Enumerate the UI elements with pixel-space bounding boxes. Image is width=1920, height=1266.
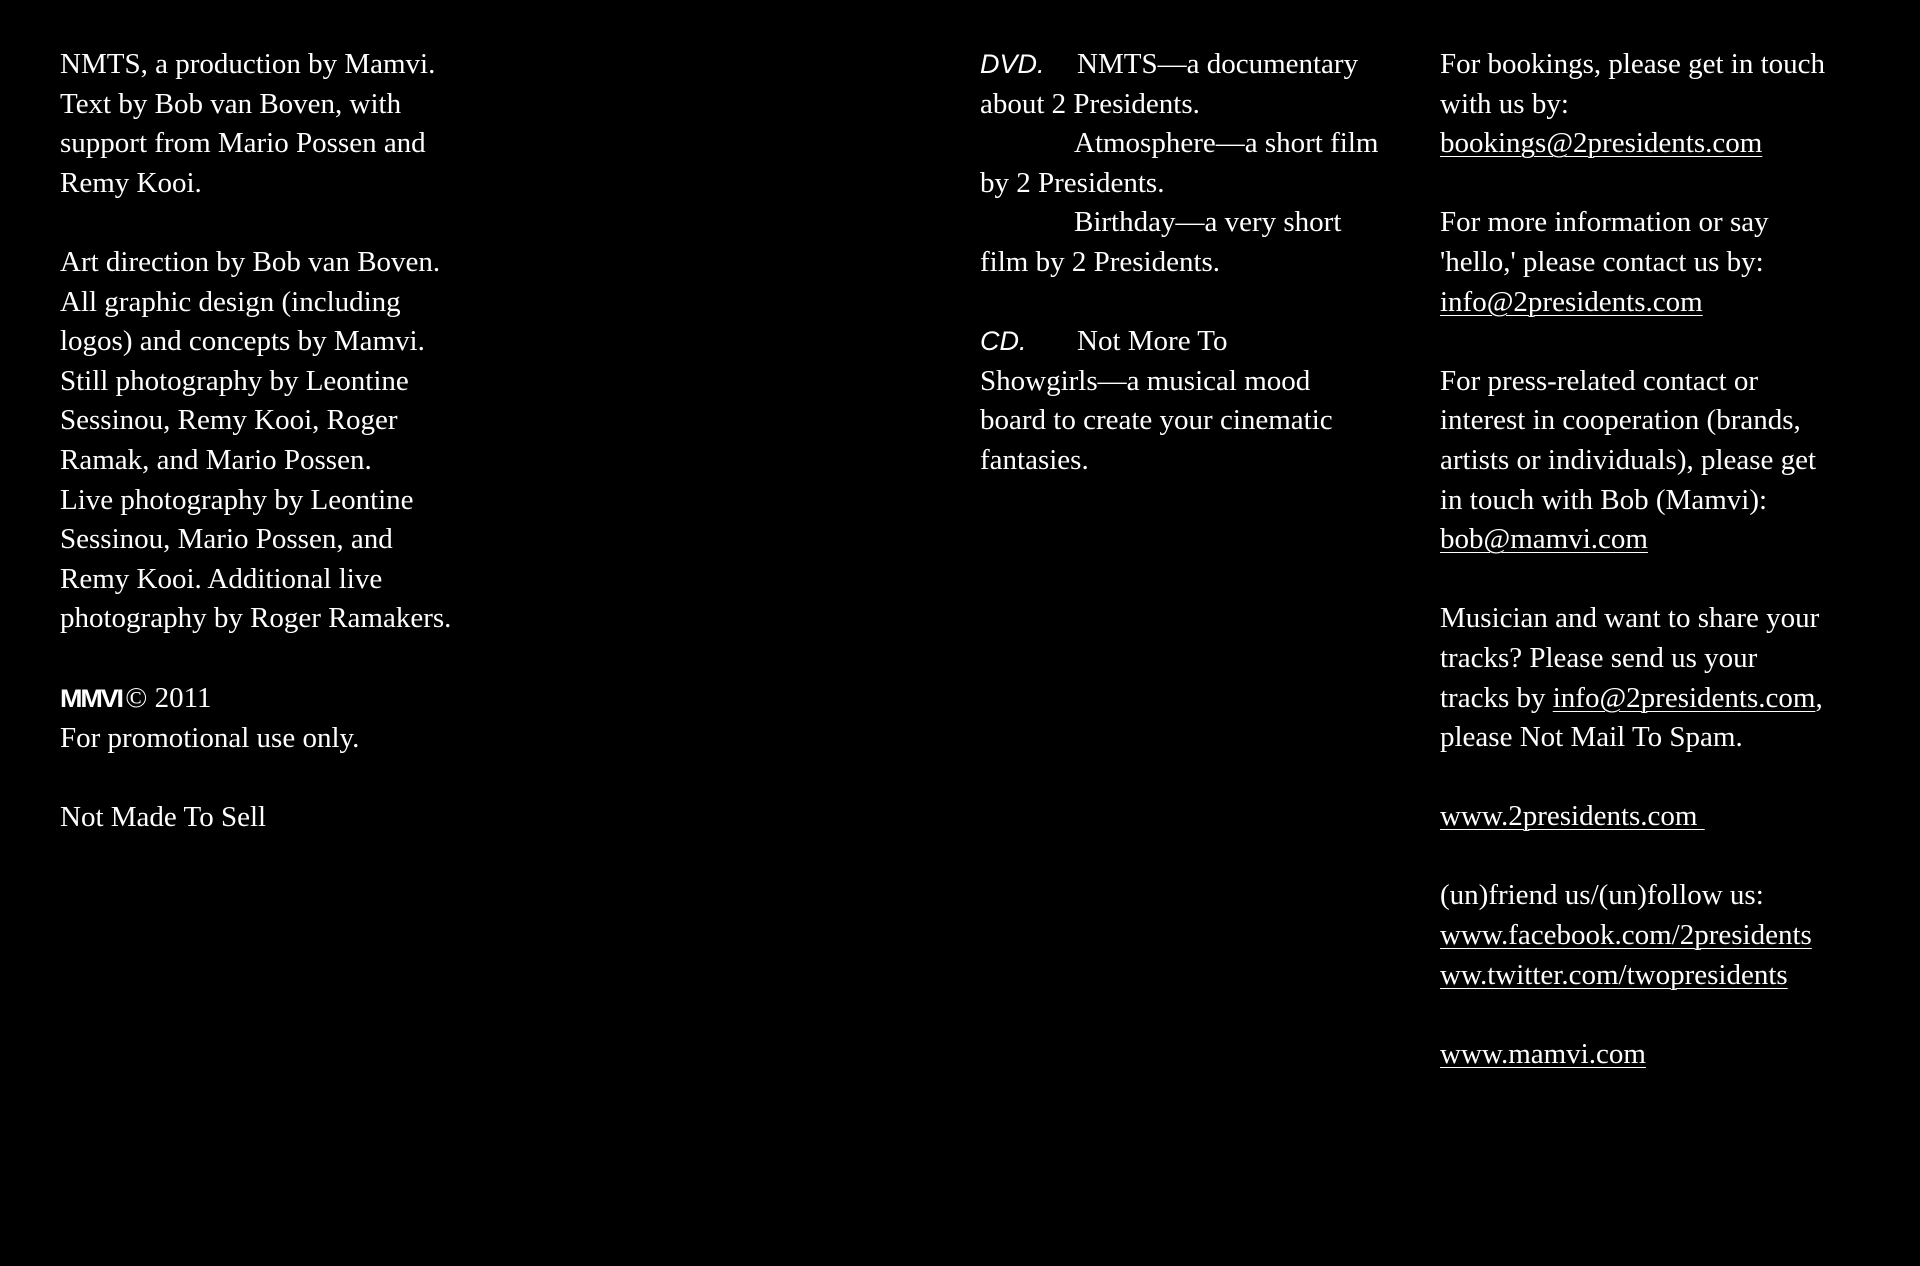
- credit-line: Still photography by Leontine: [60, 364, 409, 397]
- copyright-block: [60, 679, 520, 759]
- cd-line: fantasies.: [980, 443, 1089, 476]
- contact-text: For more information or say: [1440, 206, 1769, 239]
- dvd-section: [980, 45, 1420, 283]
- credit-line: Ramak, and Mario Possen.: [60, 443, 372, 476]
- contact-text: please Not Mail To Spam.: [1440, 721, 1743, 754]
- bookings-email-link[interactable]: bookings@2presidents.com: [1440, 127, 1763, 160]
- dvd-line: film by 2 Presidents.: [980, 245, 1221, 278]
- tagline-block: [60, 798, 520, 838]
- contact-text: interest in cooperation (brands,: [1440, 404, 1801, 437]
- contact-text: tracks by: [1440, 681, 1553, 714]
- credit-line: Text by Bob van Boven, with: [60, 87, 402, 120]
- credit-line: logos) and concepts by Mamvi.: [60, 325, 425, 358]
- copyright-line: [60, 679, 520, 720]
- credit-line: support from Mario Possen and: [60, 127, 426, 160]
- contact-text: in touch with Bob (Mamvi):: [1440, 483, 1768, 516]
- credit-line: All graphic design (including: [60, 285, 401, 318]
- cd-line: board to create your cinematic: [980, 404, 1333, 437]
- cd-line: [980, 322, 1420, 362]
- credit-line: Art direction by Bob van Boven.: [60, 245, 441, 278]
- contact-text: 'hello,' please contact us by:: [1440, 245, 1764, 278]
- media-column: [980, 45, 1420, 520]
- promo-notice: For promotional use only.: [60, 722, 360, 755]
- press-section: [1440, 362, 1880, 560]
- musician-email-link[interactable]: info@2presidents.com: [1552, 681, 1816, 714]
- cd-title: Not More To: [1077, 325, 1228, 358]
- contact-text: Musician and want to share your: [1440, 602, 1820, 635]
- credit-line: NMTS, a production by Mamvi.: [60, 48, 436, 80]
- dvd-line: Atmosphere—a short film: [1074, 127, 1379, 160]
- bookings-section: [1440, 45, 1880, 164]
- contact-text: ,: [1815, 681, 1823, 714]
- dvd-line: about 2 Presidents.: [980, 87, 1200, 120]
- website-section: [1440, 797, 1880, 837]
- cd-section: [980, 322, 1420, 480]
- production-credits: [60, 45, 520, 203]
- dvd-title: NMTS—a documentary: [1077, 48, 1359, 80]
- credit-line: Live photography by Leontine: [60, 483, 414, 516]
- dvd-label: DVD.: [980, 49, 1045, 79]
- credit-line: photography by Roger Ramakers.: [60, 602, 452, 635]
- twitter-link[interactable]: ww.twitter.com/twopresidents: [1440, 958, 1788, 991]
- design-photo-credits: [60, 243, 520, 639]
- copyright-text: © 2011: [125, 681, 212, 714]
- mamvi-logo: MMVI: [60, 684, 122, 713]
- cd-line: Showgirls—a musical mood: [980, 364, 1311, 397]
- cd-label: CD.: [980, 326, 1027, 357]
- credit-line: Remy Kooi. Additional live: [60, 562, 383, 595]
- credit-line: Sessinou, Mario Possen, and: [60, 523, 393, 556]
- musician-section: [1440, 599, 1880, 757]
- mamvi-site-section: [1440, 1035, 1880, 1075]
- contact-text: with us by:: [1440, 87, 1569, 120]
- contact-text: For bookings, please get in touch: [1440, 48, 1826, 80]
- contact-column: [1440, 45, 1880, 1114]
- contact-text: artists or individuals), please get: [1440, 443, 1817, 476]
- dvd-line: by 2 Presidents.: [980, 166, 1165, 199]
- credits-column: [60, 45, 520, 877]
- facebook-link[interactable]: www.facebook.com/2presidents: [1440, 919, 1812, 952]
- credit-line: Sessinou, Remy Kooi, Roger: [60, 404, 398, 437]
- contact-text: For press-related contact or: [1440, 364, 1759, 397]
- social-section: [1440, 876, 1880, 995]
- mamvi-website-link[interactable]: www.mamvi.com: [1440, 1037, 1646, 1070]
- social-label: (un)friend us/(un)follow us:: [1440, 879, 1764, 912]
- tagline: Not Made To Sell: [60, 801, 267, 834]
- musician-email-line: [1440, 679, 1880, 719]
- info-section: [1440, 203, 1880, 322]
- credit-line: Remy Kooi.: [60, 166, 202, 199]
- contact-text: tracks? Please send us your: [1440, 641, 1758, 674]
- info-email-link[interactable]: info@2presidents.com: [1440, 285, 1703, 318]
- press-email-link[interactable]: bob@mamvi.com: [1440, 523, 1648, 556]
- website-link[interactable]: www.2presidents.com: [1440, 800, 1705, 833]
- dvd-line: [980, 45, 1420, 85]
- dvd-line: Birthday—a very short: [1074, 206, 1342, 239]
